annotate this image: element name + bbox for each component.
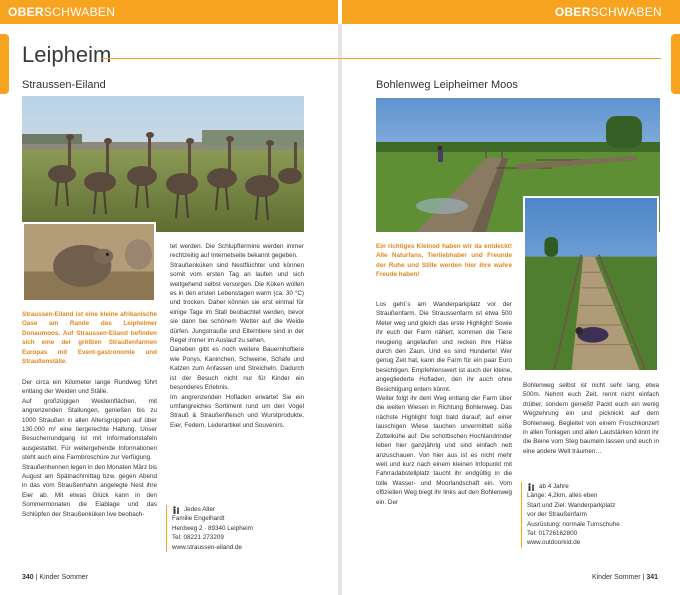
body-right-col1	[376, 300, 512, 507]
paragraph: Weiter folgt ihr dem Weg entlang der Farm über die weiten Wiesen in Richtung Bohlenweg. Das nächste Highlight folgt bald darauf; auf einer lauschigen Wiese tauchen unvermittelt süße Zottelkühe auf. Die schottischen Hochlandrinder leben hier ganzjährig und sind einfach nett anzuschauen. Von hier aus ist es nicht mehr weit und kurz nach einem kleinen Infopunkt mit Fahrradabstellplatz taucht ihr endgültig in die tolle Wasser- und Moorlandschaft ein. Vom offiziellen Weg biegt ihr links auf den Bohlenweg ein. Der	[376, 395, 512, 506]
age-text: ab 4 Jahre	[539, 483, 569, 490]
body-left-col2	[170, 242, 304, 430]
footer-right: Kinder Sommer | 341	[591, 574, 658, 581]
page-number-right: 341	[646, 574, 658, 581]
intro-bohlenweg: Ein richtiges Kleinod haben wir da entdeckt! Alle Naturfans, Tierliebhaber und Freunde der Ruhe und Stille werden hier ihre wahre Freude haben!	[376, 243, 512, 279]
title-rule	[102, 58, 661, 59]
age-text: Jedes Alter	[184, 506, 216, 513]
paragraph: Im angrenzenden Hofladen erwartet Sie ein umfangreiches Sortiment rund um den Vogel Strauß & Straußenfleisch und Wurstprodukte, Eier, Federn, Lederartikel und Souvenirs.	[170, 393, 304, 429]
page-gutter	[338, 24, 342, 595]
start-info-cont: vor der Straußenfarm	[527, 511, 587, 519]
region-title-right: OBERSCHWABEN	[554, 5, 662, 19]
family-icon	[527, 483, 535, 491]
website-link[interactable]: www.outdoorkid.de	[527, 539, 581, 547]
ostrich-herd-photo	[22, 96, 304, 232]
body-left-col1	[22, 378, 157, 519]
paragraph: Straußenküken sind Nestflüchter und können somit vom ersten Tag an laufen und sich weitgehend selbst versorgen. Die Küken wollen es in den ersten Lebenstagen warm (ca. 30 °C) und trocken. Daher können sie erst einmal für einige Tage im Stall beobachtet werden, bevor sie dann bei schönem Wetter auf die Weide dürfen. Jungstrauße und Elterntiere sind in der Regel immer im Auslauf zu sehen.	[170, 261, 304, 345]
equipment-info: Ausrüstung: normale Turnschuhe	[527, 520, 620, 528]
page-number-left: 340	[22, 574, 34, 581]
header-bar-left	[0, 0, 338, 24]
page-title: Leipheim	[22, 42, 112, 67]
paragraph: Daneben gibt es noch weitere Bauernhoftiere wie Ponys, Kaninchen, Schweine, Schafe und Katzen zum Anfassen und Streicheln. Dadurch ist der Besuch nicht nur für Kinder ein besonderes Erlebnis.	[170, 346, 304, 392]
header-bar-right	[342, 0, 680, 24]
ostrich-chick-photo	[22, 222, 156, 302]
age-line	[172, 505, 253, 514]
paragraph: Straußenhennen legen in den Monaten März bis August am Spätnachmittag bzw. gegen Abend in das vom Straußenhahn angelegte Nest ihre Eier ab. Mit etwas Glück kann in den Sommermonaten die Eiablage und das Schlüpfen der Straußenküken live beobach-	[22, 463, 157, 518]
region-title-left: OBERSCHWABEN	[8, 5, 116, 19]
info-box-straussen-eiland	[166, 505, 253, 552]
paragraph: Los geht´s am Wanderparkplatz vor der Straußenfarm. Die Straussenfarm ist etwa 500 Meter weg und gleich das erste Highlight! Sowie ihr euch der Farm nähert, kommen die Tiere neugierig angelaufen und recken ihre Hälse durch den Zaun. Und es sind Hunderte! Wer genug Zeit hat, kann die Farm für ein paar Euro besichtigen. Empfehlenswert ist auch der kleine, angegliederte Hofladen, den ihr auch ohne Besichtigung entern könnt.	[376, 301, 512, 393]
page-tab-right	[671, 34, 680, 94]
boardwalk-picnic-photo	[523, 196, 659, 372]
contact-phone: Tel: 01726162800	[527, 530, 578, 538]
paragraph: Der circa ein Kilometer lange Rundweg führt entlang der Weiden und Ställe.	[22, 379, 157, 396]
page-tab-left	[0, 34, 9, 94]
footer-publication-left: Kinder Sommer	[39, 574, 89, 581]
length-info: Länge: 4,2km, alles eben	[527, 492, 598, 500]
website-link[interactable]: www.straussen-eiland.de	[172, 543, 243, 551]
paragraph: tet werden. Die Schlupftermine werden immer rechtzeitig auf Internetseite bekannt gegeben.	[170, 243, 304, 260]
paragraph: Auf großzügigen Weideinflächen, mit angrenzenden Stallungen, genießen bis zu 1000 Straußen in allen Altersgruppen auf über 130.000 m² eine tiergerechte Haltung. Unser Besucherrundgang ist mit Informationstafeln ausgestattet. Für weitergehende Informationen steht auch eine Farmbroschüre zur Verfügung.	[22, 397, 157, 462]
paragraph: Bohlenweg selbst ist nicht sehr lang, etwa 500m. Nehmt euch Zeit, rennt nicht einfach drüber, sondern genießt! Packt euch ein wenig Wegzehrung ein und picknickt auf dem Bohlenweg. Begleitet von einem Froschkonzert in allen Tonlagen und allen Lautstärken könnt ihr die Beine vom Steg baumeln lassen und euch in eine andere Welt träumen…	[523, 382, 659, 455]
contact-name: Familie Engelhardt	[172, 515, 225, 523]
section-title-bohlenweg: Bohlenweg Leipheimer Moos	[376, 79, 518, 91]
start-info: Start und Ziel: Wanderparkplatz	[527, 501, 616, 509]
section-title-straussen-eiland: Straussen-Eiland	[22, 79, 106, 91]
footer-left: 340 | Kinder Sommer	[22, 574, 89, 581]
age-line	[527, 482, 620, 491]
contact-phone: Tel: 08221 273209	[172, 534, 224, 542]
contact-address: Herdweg 2 · 89340 Leipheim	[172, 524, 253, 532]
body-right-col2	[523, 381, 659, 456]
footer-publication-right: Kinder Sommer	[591, 574, 641, 581]
family-icon	[172, 506, 180, 514]
intro-straussen-eiland: Straussen-Eiland ist eine kleine afrikanische Oase am Rande des Leipheimer Donaumoos. Auf Straussen-Eiland befinden sich eine der größten Straußenfarmen Europas mit Event-gastronomie und Straußenställe.	[22, 311, 157, 366]
info-box-bohlenweg	[521, 482, 620, 548]
